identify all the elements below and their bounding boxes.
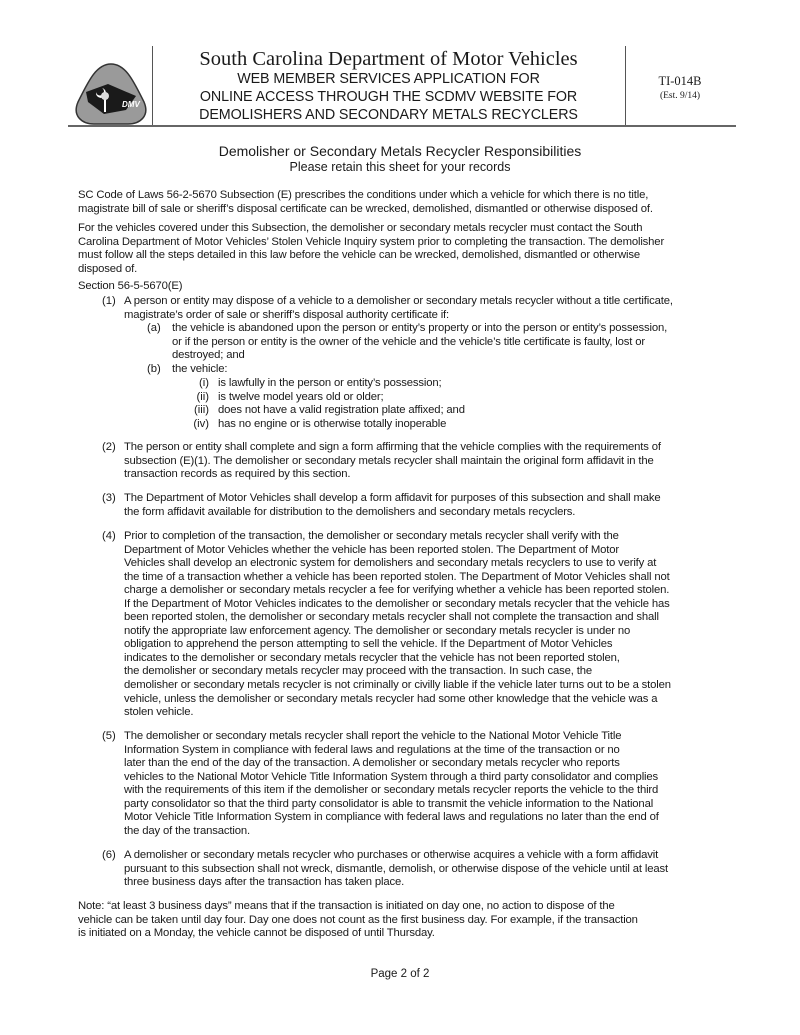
text-line: A demolisher or secondary metals recycler who purchases or otherwise acquires a vehicle with a form affidavit bbox=[124, 849, 659, 861]
agency-title: South Carolina Department of Motor Vehicles bbox=[199, 48, 578, 70]
text-line: For the vehicles covered under this Subsection, the demolisher or secondary metals recycler must contact the South bbox=[78, 222, 643, 234]
text-line: Department of Motor Vehicles whether the vehicle has been reported stolen. The Department of Motor bbox=[124, 543, 619, 556]
section-heading: Section 56-5-5670(E) bbox=[78, 280, 183, 292]
text-line: magistrate bill of sale or sheriff’s disposal certificate can be wrecked, demolished, dismantled or otherwise disposed of. bbox=[78, 202, 653, 215]
list-item bbox=[124, 530, 671, 720]
text-line: party consolidator so that the third party consolidator is able to transmit the vehicle information to the National bbox=[124, 797, 654, 810]
item-number: (iv) bbox=[193, 417, 209, 430]
text-line: later than the end of the day of the transaction. A demolisher or secondary metals recycler who reports bbox=[124, 757, 620, 770]
document-subtitle: Please retain this sheet for your records bbox=[289, 160, 511, 174]
page-number: Page 2 of 2 bbox=[370, 968, 430, 980]
text-line: notify the appropriate law enforcement agency. The demolisher or secondary metals recycler is under no bbox=[124, 624, 631, 637]
item-number: (2) bbox=[102, 441, 116, 453]
roman-list-item: has no engine or is otherwise totally inoperable bbox=[218, 417, 447, 430]
text-line: been reported stolen, the demolisher or secondary metals recycler shall not complete the transaction and shall bbox=[124, 611, 659, 624]
form-date: (Est. 9/14) bbox=[659, 91, 701, 101]
text-line: subsection (E)(1). The demolisher or secondary metals recycler shall maintain the original form affidavit in the bbox=[124, 454, 654, 467]
text-line: the vehicle: bbox=[172, 363, 228, 375]
application-title-line: DEMOLISHERS AND SECONDARY METALS RECYCLERS bbox=[199, 107, 578, 123]
item-number: (3) bbox=[102, 492, 116, 504]
text-line: If the Department of Motor Vehicles indicates to the demolisher or secondary metals recycler that the vehicle has bbox=[124, 597, 670, 610]
roman-list-item: does not have a valid registration plate affixed; and bbox=[218, 404, 465, 417]
text-line: Note: “at least 3 business days” means that if the transaction is initiated on day one, no action to dispose of the bbox=[78, 900, 615, 912]
application-title-line: WEB MEMBER SERVICES APPLICATION FOR bbox=[237, 71, 540, 87]
text-line: destroyed; and bbox=[172, 349, 245, 362]
item-number: (5) bbox=[102, 730, 116, 742]
text-line: demolisher or secondary metals recycler is not criminally or civilly liable if the vehicle later turns out to be a stolen bbox=[124, 679, 671, 692]
item-number: (iii) bbox=[193, 404, 209, 417]
text-line: charge a demolisher or secondary metals recycler a fee for verifying whether a vehicle has been reported stolen. bbox=[124, 584, 670, 597]
text-line: the demolisher or secondary metals recycler may proceed with the transaction. In such case, the bbox=[124, 665, 592, 678]
sub-list-item bbox=[172, 322, 667, 363]
text-line: the vehicle is abandoned upon the person or entity’s property or into the person or entity’s possession, bbox=[172, 322, 668, 334]
item-number: (6) bbox=[102, 849, 116, 861]
text-line: SC Code of Laws 56-2-5670 Subsection (E) prescribes the conditions under which a vehicle for which there is no title, bbox=[78, 189, 649, 201]
list-item bbox=[124, 730, 659, 838]
text-line: Information System in compliance with federal laws and regulations at the time of the transaction or no bbox=[124, 743, 620, 756]
item-number: (4) bbox=[102, 530, 116, 542]
item-number: (i) bbox=[198, 377, 209, 389]
text-line: magistrate’s order of sale or sheriff’s disposal authority certificate if: bbox=[124, 308, 450, 321]
form-number: TI-014B bbox=[658, 74, 702, 88]
scdmv-logo bbox=[74, 62, 148, 126]
text-line: transaction records as required by this section. bbox=[124, 468, 351, 481]
application-title-line: ONLINE ACCESS THROUGH THE SCDMV WEBSITE FOR bbox=[199, 89, 578, 105]
header-rule bbox=[68, 125, 736, 127]
text-line: Vehicles shall develop an electronic system for demolishers and secondary metals recyclers to use to verify at bbox=[124, 557, 657, 570]
text-line: three business days after the transaction has taken place. bbox=[124, 876, 405, 889]
text-line: with the requirements of this item if the demolisher or secondary metals recycler reports the vehicle to the third bbox=[124, 784, 659, 797]
roman-list-item: is lawfully in the person or entity’s possession; bbox=[218, 377, 442, 389]
text-line: the form affidavit available for distribution to the demolishers and secondary metals recyclers. bbox=[124, 505, 576, 518]
text-line: is initiated on a Monday, the vehicle cannot be disposed of until Thursday. bbox=[78, 927, 435, 940]
text-line: or if the person or entity is the owner of the vehicle and the vehicle’s title certificate is faulty, lost or bbox=[172, 335, 646, 348]
text-line: Prior to completion of the transaction, the demolisher or secondary metals recycler shall verify with the bbox=[124, 530, 619, 542]
text-line: obligation to apprehend the person attempting to sell the vehicle. If the Department of Motor Vehicles bbox=[124, 638, 613, 651]
text-line: The demolisher or secondary metals recycler shall report the vehicle to the National Motor Vehicle Title bbox=[124, 730, 622, 742]
text-line: pursuant to this subsection shall not wreck, dismantle, demolish, or otherwise dispose of the vehicle until at least bbox=[124, 862, 668, 875]
text-line: the time of a transaction whether a vehicle has been reported stolen. The Department of Motor Vehicles shall not bbox=[124, 570, 670, 583]
text-line: The person or entity shall complete and sign a form affirming that the vehicle complies with the requirements of bbox=[124, 441, 661, 453]
text-line: vehicle can be taken until day four. Day one does not count as the first business day. For example, if the transaction bbox=[78, 913, 638, 926]
text-line: vehicles to the National Motor Vehicle Title Information System through a third party consolidator and complies bbox=[124, 770, 659, 783]
item-number: (b) bbox=[147, 363, 161, 375]
item-number: (ii) bbox=[196, 390, 209, 403]
text-line: must follow all the steps detailed in this law before the vehicle can be wrecked, demolished, dismantled or otherwise bbox=[78, 249, 641, 262]
text-line: Carolina Department of Motor Vehicles’ Stolen Vehicle Inquiry system prior to completing the transaction. The demolisher bbox=[78, 235, 665, 248]
intro-paragraph bbox=[78, 222, 664, 276]
note-paragraph bbox=[78, 900, 638, 941]
text-line: vehicle, unless the demolisher or secondary metals recycler had some other knowledge that the vehicle was a bbox=[124, 692, 658, 705]
text-line: The Department of Motor Vehicles shall develop a form affidavit for purposes of this subsection and shall make bbox=[124, 492, 661, 504]
intro-paragraph bbox=[78, 189, 653, 216]
list-item bbox=[124, 441, 661, 482]
svg-text:DMV: DMV bbox=[122, 100, 140, 109]
document-title: Demolisher or Secondary Metals Recycler Responsibilities bbox=[218, 143, 582, 159]
list-item bbox=[124, 492, 661, 519]
list-item bbox=[124, 295, 673, 322]
text-line: disposed of. bbox=[78, 262, 138, 275]
text-line: A person or entity may dispose of a vehicle to a demolisher or secondary metals recycler without a title certificate, bbox=[124, 295, 673, 307]
item-number: (1) bbox=[102, 295, 116, 307]
sub-list-item bbox=[172, 363, 227, 377]
roman-list-item: is twelve model years old or older; bbox=[218, 390, 384, 403]
text-line: indicates to the demolisher or secondary metals recycler that the vehicle has not been reported stolen, bbox=[124, 651, 620, 664]
text-line: stolen vehicle. bbox=[124, 706, 194, 719]
item-number: (a) bbox=[147, 322, 161, 334]
list-item bbox=[124, 849, 668, 890]
text-line: Motor Vehicle Title Information System in compliance with federal laws and regulations no later than the end of bbox=[124, 811, 659, 824]
text-line: the day of the transaction. bbox=[124, 824, 250, 837]
